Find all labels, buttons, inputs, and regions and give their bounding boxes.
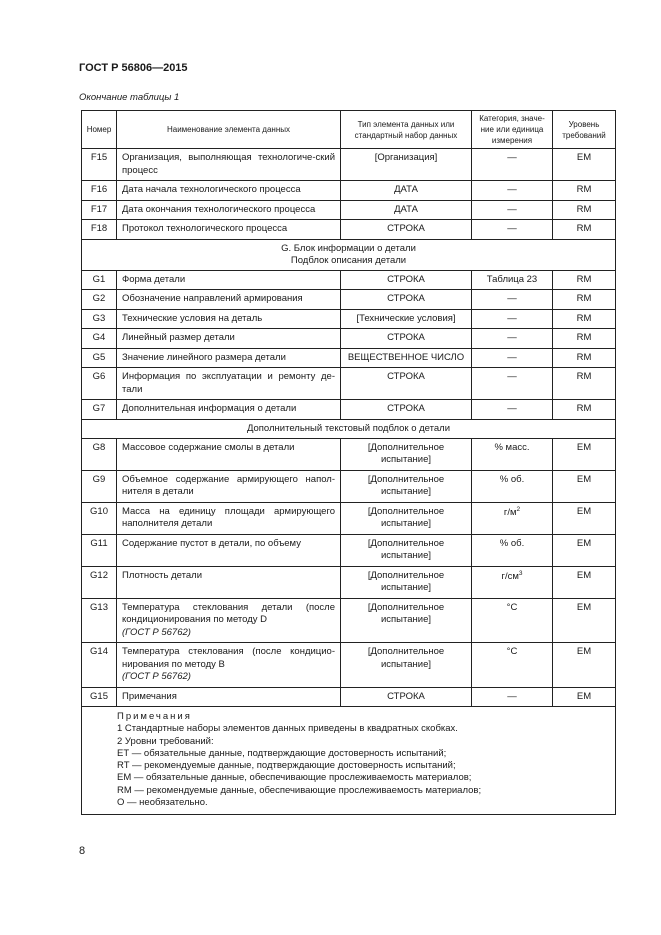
row-name: Дополнительная информация о детали [117, 400, 341, 420]
row-type: [Технические условия] [341, 309, 472, 329]
section-header-row [82, 419, 616, 438]
row-number: F16 [82, 181, 117, 201]
row-number: G2 [82, 290, 117, 310]
row-name: Дата начала технологического процесса [117, 181, 341, 201]
col-header-number: Номер [82, 111, 117, 149]
notes-block [82, 707, 616, 815]
table-row [82, 181, 616, 201]
row-number: G10 [82, 502, 117, 534]
row-category: — [472, 329, 553, 349]
table-row [82, 368, 616, 400]
row-name: Значение линейного размера детали [117, 348, 341, 368]
note-line: О — необязательно. [117, 797, 208, 809]
table-row [82, 149, 616, 181]
document-code: ГОСТ Р 56806—2015 [79, 62, 188, 74]
row-name: Технические условия на деталь [117, 309, 341, 329]
row-category: — [472, 220, 553, 240]
row-category: — [472, 200, 553, 220]
row-level: ЕМ [553, 470, 616, 502]
table-header-row [82, 111, 616, 149]
row-category: — [472, 181, 553, 201]
table-row [82, 348, 616, 368]
row-number: G6 [82, 368, 117, 400]
row-level: RM [553, 220, 616, 240]
row-level: RM [553, 270, 616, 290]
row-name: Массовое содержание смолы в детали [117, 438, 341, 470]
table-row [82, 200, 616, 220]
row-number: F15 [82, 149, 117, 181]
table-row [82, 643, 616, 688]
row-name: Масса на единицу площади армирующего наполнителя детали [117, 502, 341, 534]
row-name: Линейный размер детали [117, 329, 341, 349]
table-row [82, 270, 616, 290]
row-type: ДАТА [341, 200, 472, 220]
row-level: RM [553, 309, 616, 329]
row-category: °C [472, 643, 553, 688]
table-row [82, 400, 616, 420]
row-type: ДАТА [341, 181, 472, 201]
row-name: Содержание пустот в детали, по объему [117, 534, 341, 566]
row-level: ЕМ [553, 438, 616, 470]
row-category: — [472, 309, 553, 329]
row-level: RM [553, 181, 616, 201]
table-row [82, 566, 616, 598]
unit-exponent: 3 [518, 569, 523, 577]
row-name-text: Температура стеклования (после кондицио-нирования по методу В [122, 646, 335, 670]
note-line: ЕТ — обязательные данные, подтверждающие достоверность испытаний; [117, 747, 447, 759]
row-name: Примечания [117, 687, 341, 707]
row-level: ЕМ [553, 643, 616, 688]
row-number: G3 [82, 309, 117, 329]
col-header-level: Уровень требований [553, 111, 616, 149]
col-header-category: Категория, значе-ние или единица измерения [472, 111, 553, 149]
row-category: — [472, 368, 553, 400]
row-number: G7 [82, 400, 117, 420]
table-row [82, 687, 616, 707]
note-line: 2 Уровни требований: [117, 735, 214, 747]
row-level: RM [553, 200, 616, 220]
row-level: ЕМ [553, 534, 616, 566]
row-number: G13 [82, 598, 117, 643]
section-header-row [82, 239, 616, 270]
row-level: RM [553, 368, 616, 400]
row-type: СТРОКА [341, 400, 472, 420]
col-header-name: Наименование элемента данных [117, 111, 341, 149]
row-level: ЕМ [553, 149, 616, 181]
section-g-title: G. Блок информации о детали [281, 242, 416, 254]
row-type: СТРОКА [341, 329, 472, 349]
row-name: Протокол технологического процесса [117, 220, 341, 240]
table-row [82, 329, 616, 349]
row-name: Дата окончания технологического процесса [117, 200, 341, 220]
row-number: G14 [82, 643, 117, 688]
row-name: Обозначение направлений армирования [117, 290, 341, 310]
row-name: Объемное содержание армирующего напол-нителя в детали [117, 470, 341, 502]
row-category: — [472, 290, 553, 310]
row-category: % масс. [472, 438, 553, 470]
table-row [82, 438, 616, 470]
row-category: — [472, 348, 553, 368]
row-type: [Дополнительное испытание] [341, 598, 472, 643]
row-type: СТРОКА [341, 220, 472, 240]
row-category: — [472, 149, 553, 181]
row-type: [Дополнительное испытание] [341, 643, 472, 688]
row-name: Информация по эксплуатации и ремонту де-тали [117, 368, 341, 400]
row-category: °C [472, 598, 553, 643]
row-number: F17 [82, 200, 117, 220]
row-level: RM [553, 400, 616, 420]
table-row [82, 470, 616, 502]
row-number: G1 [82, 270, 117, 290]
section-g-extra-header: Дополнительный текстовый подблок о детали [82, 419, 616, 438]
row-type: [Дополнительное испытание] [341, 502, 472, 534]
row-name-reference: (ГОСТ Р 56762) [122, 671, 191, 682]
row-number: G4 [82, 329, 117, 349]
row-type: [Организация] [341, 149, 472, 181]
row-number: G12 [82, 566, 117, 598]
col-header-type: Тип элемента данных или стандартный набор данных [341, 111, 472, 149]
row-level: RM [553, 329, 616, 349]
table-row [82, 290, 616, 310]
row-number: G15 [82, 687, 117, 707]
unit-exponent: 2 [516, 505, 521, 513]
section-g-header [82, 239, 616, 270]
row-number: F18 [82, 220, 117, 240]
table-row [82, 598, 616, 643]
row-name-text: Температура стеклования детали (после кондиционирования по методу D [122, 601, 335, 625]
note-line: ЕМ — обязательные данные, обеспечивающие прослеживаемость материалов; [117, 772, 472, 784]
row-type: СТРОКА [341, 290, 472, 310]
note-line: RM — рекомендуемые данные, обеспечивающие прослеживаемость материалов; [117, 784, 482, 796]
table-caption: Окончание таблицы 1 [79, 92, 180, 103]
row-type: СТРОКА [341, 270, 472, 290]
row-name [117, 643, 341, 688]
row-type: [Дополнительное испытание] [341, 566, 472, 598]
row-number: G11 [82, 534, 117, 566]
page-number: 8 [79, 845, 86, 857]
row-name [117, 598, 341, 643]
row-type: [Дополнительное испытание] [341, 438, 472, 470]
row-name: Форма детали [117, 270, 341, 290]
row-name-reference: (ГОСТ Р 56762) [122, 626, 191, 638]
row-level: RM [553, 348, 616, 368]
row-name: Плотность детали [117, 566, 341, 598]
table-row [82, 502, 616, 534]
row-type: СТРОКА [341, 368, 472, 400]
row-category: Таблица 23 [472, 270, 553, 290]
row-level: ЕМ [553, 598, 616, 643]
row-category: % об. [472, 534, 553, 566]
row-category [472, 502, 553, 534]
section-g-subtitle: Подблок описания детали [290, 254, 407, 266]
notes-row [82, 707, 616, 815]
row-category: % об. [472, 470, 553, 502]
row-category: — [472, 400, 553, 420]
notes-title: Примечания [117, 711, 192, 722]
row-category: — [472, 687, 553, 707]
row-name: Организация, выполняющая технологиче-ский процесс [117, 149, 341, 181]
row-level: RM [553, 290, 616, 310]
row-type: ВЕЩЕСТВЕННОЕ ЧИСЛО [341, 348, 472, 368]
table-row [82, 309, 616, 329]
note-line: RT — рекомендуемые данные, подтверждающие достоверность испытаний; [117, 760, 456, 772]
row-number: G5 [82, 348, 117, 368]
table-row [82, 220, 616, 240]
row-level: ЕМ [553, 687, 616, 707]
row-category [472, 566, 553, 598]
table-row [82, 534, 616, 566]
row-number: G8 [82, 438, 117, 470]
note-line: 1 Стандартные наборы элементов данных приведены в квадратных скобках. [117, 723, 458, 735]
row-type: [Дополнительное испытание] [341, 534, 472, 566]
row-type: [Дополнительное испытание] [341, 470, 472, 502]
row-number: G9 [82, 470, 117, 502]
unit-text: г/см [501, 570, 519, 582]
row-type: СТРОКА [341, 687, 472, 707]
unit-text: г/м [503, 506, 517, 518]
row-level: ЕМ [553, 566, 616, 598]
data-elements-table [81, 110, 616, 815]
row-level: ЕМ [553, 502, 616, 534]
